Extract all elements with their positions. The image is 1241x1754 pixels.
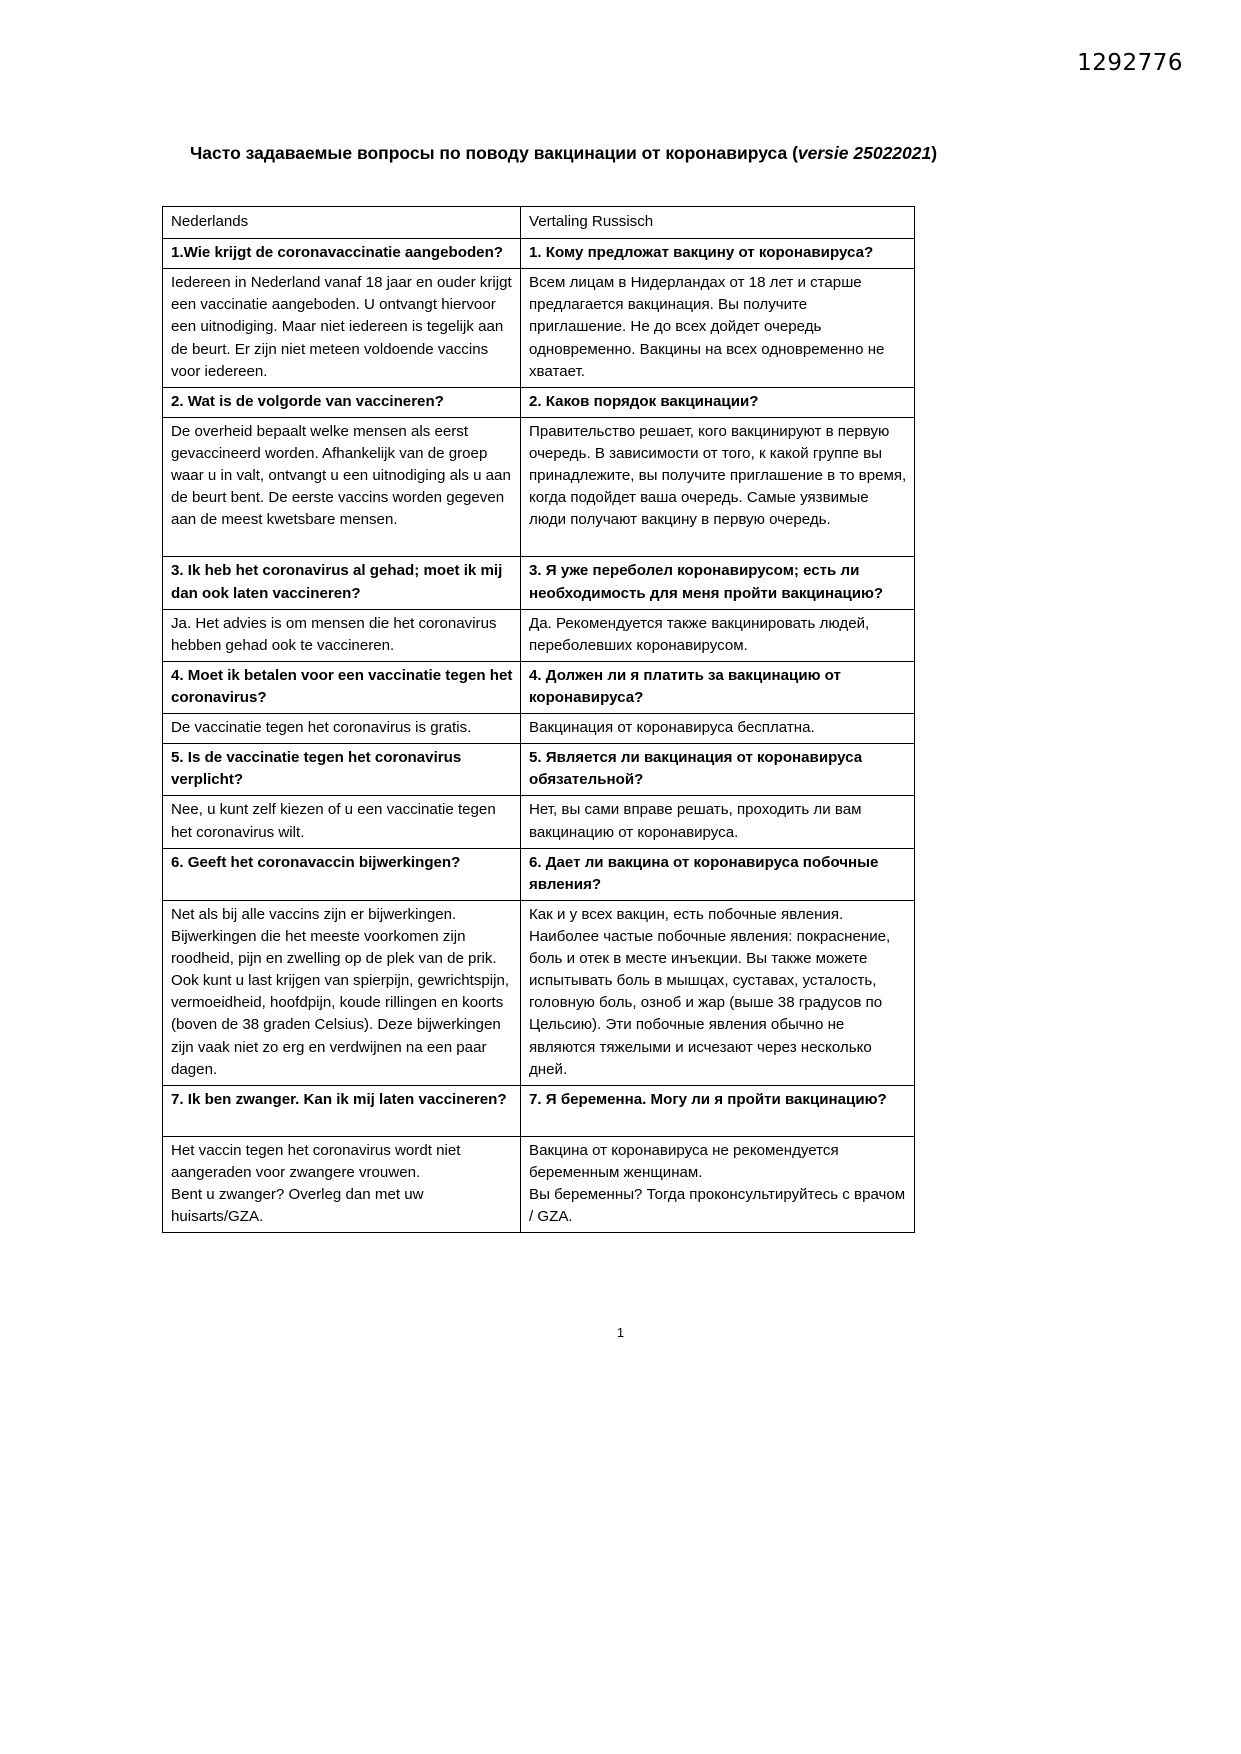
cell-spacer	[171, 1111, 513, 1132]
table-row	[163, 239, 915, 269]
table-row	[163, 714, 915, 744]
page-title-version: versie 25022021	[797, 143, 932, 163]
question-dutch-7-text: 7. Ik ben zwanger. Kan ik mij laten vaccineren?	[171, 1090, 507, 1108]
question-dutch-3: 3. Ik heb het coronavirus al gehad; moet ik mij dan ook laten vaccineren?	[163, 557, 521, 609]
answer-dutch-7-line-1: Het vaccin tegen het coronavirus wordt niet aangeraden voor zwangere vrouwen.	[171, 1141, 461, 1181]
page-footer-number: 1	[616, 1325, 625, 1340]
page-title-close: )	[931, 143, 938, 163]
table-row	[163, 557, 915, 609]
page-title-main: Часто задаваемые вопросы по поводу вакцинации от коронавируса (	[190, 143, 798, 163]
question-dutch-4: 4. Moet ik betalen voor een vaccinatie tegen het coronavirus?	[163, 661, 521, 713]
answer-dutch-1: Iedereen in Nederland vanaf 18 jaar en ouder krijgt een vaccinatie aangeboden. U ontvangt hiervoor een uitnodiging. Maar niet iedereen is tegelijk aan de beurt. Er zijn niet meteen voldoende vaccins voor iedereen.	[163, 269, 521, 388]
table-row	[163, 661, 915, 713]
answer-russian-5: Нет, вы сами вправе решать, проходить ли вам вакцинацию от коронавируса.	[521, 796, 915, 848]
question-dutch-7	[163, 1085, 521, 1136]
table-row	[163, 796, 915, 848]
document-number: 1292776	[1077, 50, 1183, 76]
answer-dutch-5: Nee, u kunt zelf kiezen of u een vaccinatie tegen het coronavirus wilt.	[163, 796, 521, 848]
answer-dutch-3: Ja. Het advies is om mensen die het coronavirus hebben gehad ook te vaccineren.	[163, 609, 521, 661]
table-row	[163, 387, 915, 417]
question-dutch-6	[163, 848, 521, 900]
answer-russian-7-line-2: Вы беременны? Тогда проконсультируйтесь с врачом / GZA.	[529, 1186, 906, 1226]
table-row	[163, 1136, 915, 1232]
table-row	[163, 900, 915, 1085]
question-dutch-6-text: 6. Geeft het coronavaccin bijwerkingen?	[171, 853, 461, 871]
answer-dutch-2-text: De overheid bepaalt welke mensen als eerst gevaccineerd worden. Afhankelijk van de groep waar u in valt, ontvangt u een uitnodiging als u aan de beurt bent. De eerste vaccins worden gegeven aan de meest kwetsbare mensen.	[171, 422, 511, 529]
answer-dutch-7-line-2: Bent u zwanger? Overleg dan met uw huisarts/GZA.	[171, 1186, 424, 1226]
faq-table	[162, 206, 915, 1233]
answer-dutch-4: De vaccinatie tegen het coronavirus is gratis.	[163, 714, 521, 744]
question-dutch-1: 1.Wie krijgt de coronavaccinatie aangeboden?	[163, 239, 521, 269]
answer-russian-4: Вакцинация от коронавируса бесплатна.	[521, 714, 915, 744]
table-row	[163, 269, 915, 388]
answer-russian-1: Всем лицам в Нидерландах от 18 лет и старше предлагается вакцинация. Вы получите приглашение. Не до всех дойдет очередь одновременно. Вакцины на всех одновременно не хватает.	[521, 269, 915, 388]
page-title	[190, 143, 1070, 165]
cell-spacer	[171, 531, 513, 552]
column-header-dutch: Nederlands	[163, 207, 521, 239]
answer-dutch-7	[163, 1136, 521, 1232]
answer-dutch-6: Net als bij alle vaccins zijn er bijwerkingen. Bijwerkingen die het meeste voorkomen zijn roodheid, pijn en zwelling op de plek van de prik. Ook kunt u last krijgen van spierpijn, gewrichtspijn, vermoeidheid, hoofdpijn, koude rillingen en koorts (boven de 38 graden Celsius). Deze bijwerkingen zijn vaak niet zo erg en verdwijnen na een paar dagen.	[163, 900, 521, 1085]
answer-russian-6: Как и у всех вакцин, есть побочные явления. Наиболее частые побочные явления: покраснение, боль и отек в месте инъекции. Вы также можете испытывать боль в мышцах, суставах, усталость, головную боль, озноб и жар (выше 38 градусов по Цельсию). Эти побочные явления обычно не являются тяжелыми и исчезают через несколько дней.	[521, 900, 915, 1085]
answer-russian-7-line-1: Вакцина от коронавируса не рекомендуется беременным женщинам.	[529, 1141, 839, 1181]
column-header-russian: Vertaling Russisch	[521, 207, 915, 239]
question-russian-1: 1. Кому предложат вакцину от коронавируса?	[521, 239, 915, 269]
question-russian-6: 6. Дает ли вакцина от коронавируса побочные явления?	[521, 848, 915, 900]
question-russian-2: 2. Каков порядок вакцинации?	[521, 387, 915, 417]
answer-dutch-2	[163, 417, 521, 557]
table-row	[163, 848, 915, 900]
answer-russian-3: Да. Рекомендуется также вакцинировать людей, переболевших коронавирусом.	[521, 609, 915, 661]
table-row	[163, 609, 915, 661]
table-row	[163, 744, 915, 796]
table-header-row	[163, 207, 915, 239]
question-russian-4: 4. Должен ли я платить за вакцинацию от коронавируса?	[521, 661, 915, 713]
answer-russian-2: Правительство решает, кого вакцинируют в первую очередь. В зависимости от того, к какой группе вы принадлежите, вы получите приглашение в то время, когда подойдет ваша очередь. Самые уязвимые люди получают вакцину в первую очередь.	[521, 417, 915, 557]
question-dutch-2: 2. Wat is de volgorde van vaccineren?	[163, 387, 521, 417]
question-dutch-5: 5. Is de vaccinatie tegen het coronavirus verplicht?	[163, 744, 521, 796]
table-row	[163, 417, 915, 557]
cell-spacer	[171, 874, 513, 895]
question-russian-7: 7. Я беременна. Могу ли я пройти вакцинацию?	[521, 1085, 915, 1136]
question-russian-3: 3. Я уже переболел коронавирусом; есть ли необходимость для меня пройти вакцинацию?	[521, 557, 915, 609]
table-row	[163, 1085, 915, 1136]
answer-russian-7	[521, 1136, 915, 1232]
question-russian-5: 5. Является ли вакцинация от коронавируса обязательной?	[521, 744, 915, 796]
